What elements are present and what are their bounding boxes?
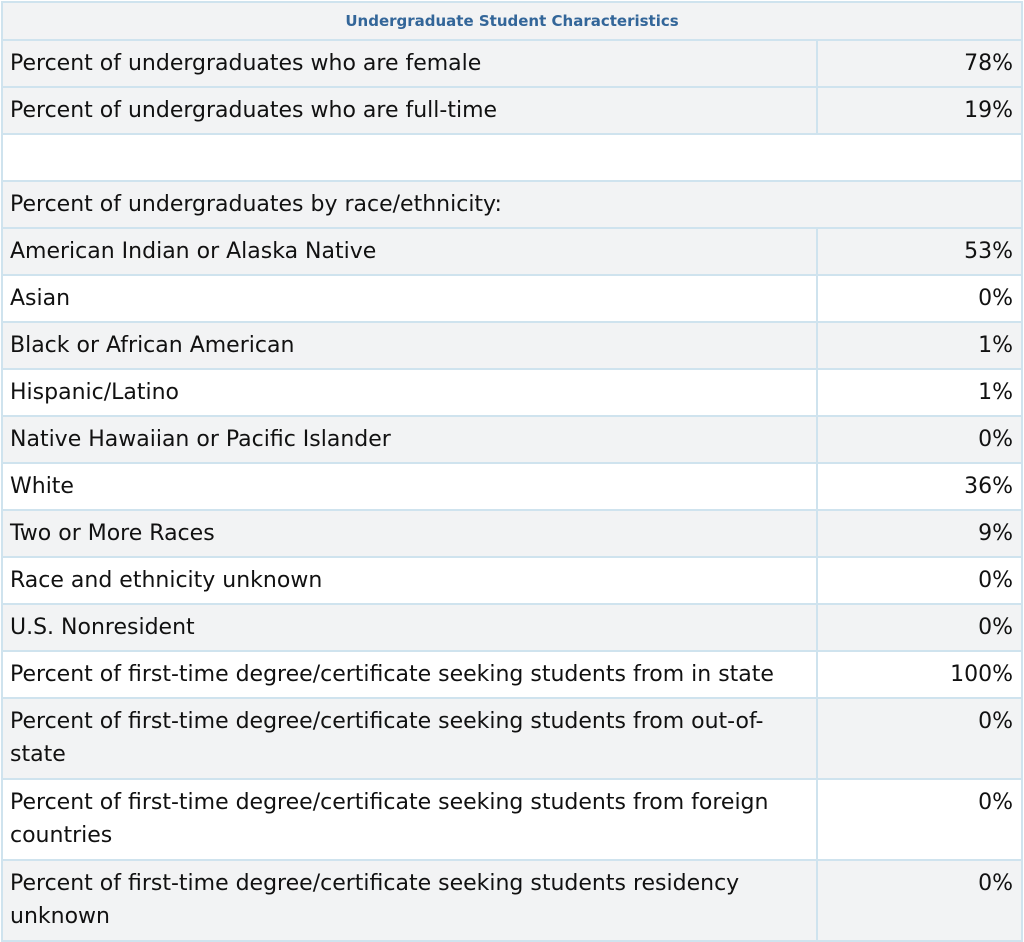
row-label: Percent of first-time degree/certificate seeking students from out-of-state bbox=[2, 698, 817, 779]
table-row bbox=[2, 651, 1022, 698]
row-value: 0% bbox=[817, 275, 1022, 322]
table-row bbox=[2, 369, 1022, 416]
table-row bbox=[2, 860, 1022, 941]
row-label: Percent of undergraduates who are full-time bbox=[2, 87, 817, 134]
spacer-cell bbox=[2, 134, 1022, 181]
row-value: 100% bbox=[817, 651, 1022, 698]
table-row bbox=[2, 698, 1022, 779]
table-row bbox=[2, 416, 1022, 463]
row-label: Asian bbox=[2, 275, 817, 322]
table-row bbox=[2, 322, 1022, 369]
table-row bbox=[2, 228, 1022, 275]
table-row bbox=[2, 463, 1022, 510]
row-label: White bbox=[2, 463, 817, 510]
race-heading-row bbox=[2, 181, 1022, 228]
table-row bbox=[2, 604, 1022, 651]
row-label: Black or African American bbox=[2, 322, 817, 369]
row-value: 78% bbox=[817, 40, 1022, 87]
row-value: 36% bbox=[817, 463, 1022, 510]
row-value: 1% bbox=[817, 369, 1022, 416]
table-row-female bbox=[2, 40, 1022, 87]
table-row bbox=[2, 557, 1022, 604]
row-label: Percent of first-time degree/certificate seeking students from foreign countries bbox=[2, 779, 817, 860]
table-title: Undergraduate Student Characteristics bbox=[2, 2, 1022, 40]
row-label: Race and ethnicity unknown bbox=[2, 557, 817, 604]
table-title-row bbox=[2, 2, 1022, 40]
row-value: 0% bbox=[817, 416, 1022, 463]
row-label: Percent of undergraduates who are female bbox=[2, 40, 817, 87]
row-value: 0% bbox=[817, 860, 1022, 941]
table-row bbox=[2, 275, 1022, 322]
row-value: 0% bbox=[817, 604, 1022, 651]
row-value: 9% bbox=[817, 510, 1022, 557]
race-heading: Percent of undergraduates by race/ethnicity: bbox=[2, 181, 1022, 228]
row-label: Native Hawaiian or Pacific Islander bbox=[2, 416, 817, 463]
spacer-row bbox=[2, 134, 1022, 181]
table-row bbox=[2, 510, 1022, 557]
row-label: Two or More Races bbox=[2, 510, 817, 557]
row-value: 0% bbox=[817, 557, 1022, 604]
table-row-full-time bbox=[2, 87, 1022, 134]
table-row bbox=[2, 779, 1022, 860]
row-label: American Indian or Alaska Native bbox=[2, 228, 817, 275]
row-value: 0% bbox=[817, 779, 1022, 860]
row-label: U.S. Nonresident bbox=[2, 604, 817, 651]
student-characteristics-table bbox=[1, 1, 1023, 942]
row-label: Hispanic/Latino bbox=[2, 369, 817, 416]
row-value: 19% bbox=[817, 87, 1022, 134]
row-value: 0% bbox=[817, 698, 1022, 779]
row-value: 53% bbox=[817, 228, 1022, 275]
row-value: 1% bbox=[817, 322, 1022, 369]
row-label: Percent of first-time degree/certificate seeking students from in state bbox=[2, 651, 817, 698]
row-label: Percent of first-time degree/certificate seeking students residency unknown bbox=[2, 860, 817, 941]
